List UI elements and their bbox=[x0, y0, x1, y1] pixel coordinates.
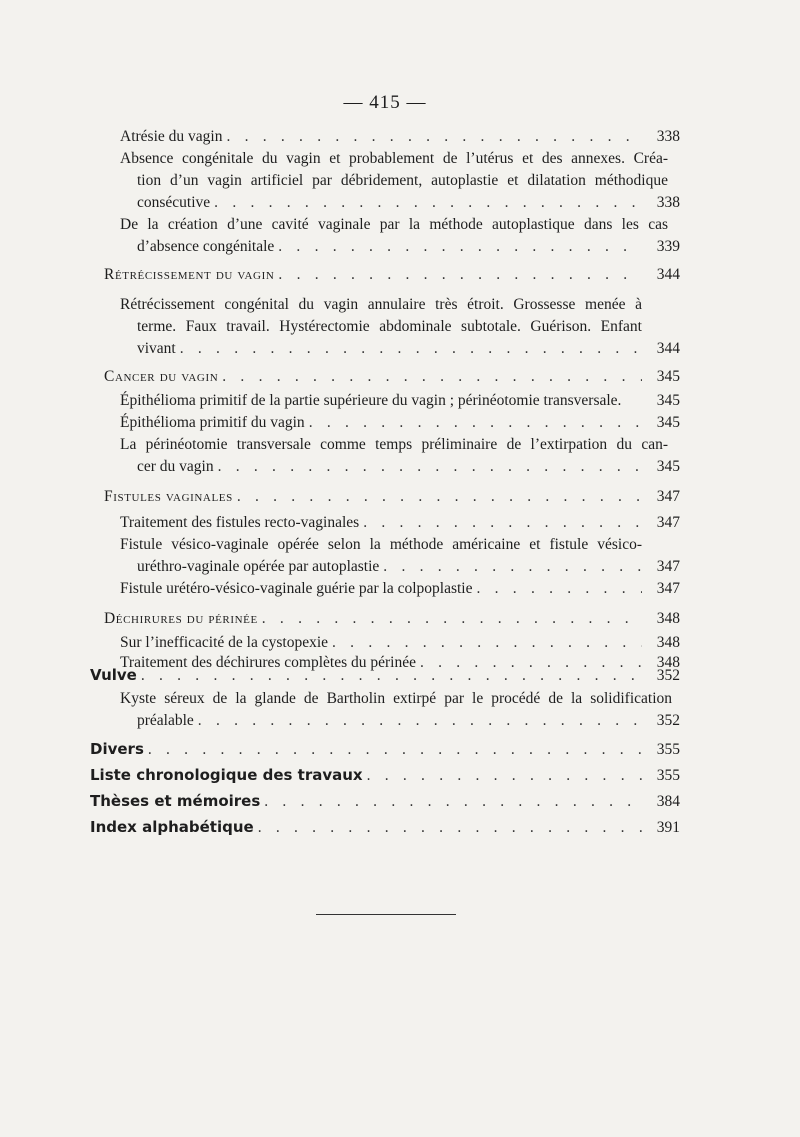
page-ref: 347 bbox=[656, 580, 680, 597]
toc-entry-absence-line2: tion d’un vagin artificiel par débridement, autoplastie et dilatation méthodique bbox=[137, 172, 668, 189]
section-heading-vulve: Vulve . . . 352 bbox=[90, 664, 680, 687]
page-ref: 347 bbox=[656, 558, 680, 575]
page-ref: 348 bbox=[656, 610, 680, 627]
page-ref: 345 bbox=[656, 368, 680, 385]
page-ref: 347 bbox=[656, 514, 680, 531]
toc-entry-creation-line1: De la création d’une cavité vaginale par la méthode autoplastique dans les cas bbox=[120, 216, 668, 233]
toc-entry-perineotomie-line1: La périnéotomie transversale comme temps préliminaire de l’extirpation du can- bbox=[120, 436, 668, 453]
page-ref: 348 bbox=[656, 654, 680, 671]
section-heading-retrecissement: Rétrécissement du vagin . . . 344 bbox=[104, 264, 680, 286]
toc-entry-epithelioma: Épithélioma primitif du vagin . . . 345 bbox=[120, 412, 680, 434]
toc-entry-traitement-dechirures: Traitement des déchirures complètes du périnée . . . 348 bbox=[120, 652, 680, 674]
section-heading-divers: Divers . . . 355 bbox=[90, 738, 680, 761]
page-ref: 339 bbox=[656, 238, 680, 255]
toc-entry-epithelioma-superieure: Épithélioma primitif de la partie supérieure du vagin ; périnéotomie transversale. 345 bbox=[120, 390, 680, 412]
closing-rule bbox=[316, 914, 456, 915]
toc-entry-creation: d’absence congénitale . . . 339 bbox=[137, 236, 680, 258]
page-ref: 352 bbox=[656, 712, 680, 729]
toc-entry-retrecissement-line1: Rétrécissement congénital du vagin annulaire très étroit. Grossesse menée à bbox=[120, 296, 642, 313]
page-ref: 344 bbox=[656, 266, 680, 283]
toc-entry-fistule-vesico-line1: Fistule vésico-vaginale opérée selon la méthode américaine et fistule vésico- bbox=[120, 536, 642, 553]
page-ref: 345 bbox=[656, 414, 680, 431]
section-heading-liste-chronologique: Liste chronologique des travaux . . . 355 bbox=[90, 764, 680, 787]
page-ref: 355 bbox=[656, 767, 680, 784]
toc-entry-absence-line1: Absence congénitale du vagin et probablement de l’utérus et des annexes. Créa- bbox=[120, 150, 668, 167]
toc-entry-atresie: Atrésie du vagin . . . 338 bbox=[120, 126, 680, 148]
page-ref: 352 bbox=[656, 667, 680, 684]
page-ref: 345 bbox=[656, 392, 680, 409]
toc-entry-cystopexie: Sur l’inefficacité de la cystopexie . . . 348 bbox=[120, 632, 680, 654]
section-heading-cancer: Cancer du vagin . . . 345 bbox=[104, 366, 680, 388]
section-heading-fistules: Fistules vaginales . . . 347 bbox=[104, 486, 680, 508]
page-ref: 384 bbox=[656, 793, 680, 810]
toc-entry-retrecissement-line2: terme. Faux travail. Hystérectomie abdominale subtotale. Guérison. Enfant bbox=[137, 318, 642, 335]
section-heading-theses: Thèses et mémoires . . . 384 bbox=[90, 790, 680, 813]
section-heading-index: Index alphabétique . . . 391 bbox=[90, 816, 680, 839]
toc-entry-retrecissement: vivant . . . 344 bbox=[137, 338, 680, 360]
page-ref: 345 bbox=[656, 458, 680, 475]
page-ref: 344 bbox=[656, 340, 680, 357]
toc-entry-kyste: préalable . . . 352 bbox=[137, 710, 680, 732]
page-number: — 415 — bbox=[343, 92, 427, 113]
section-heading-dechirures: Déchirures du périnée . . . 348 bbox=[104, 608, 680, 630]
page-ref: 338 bbox=[656, 194, 680, 211]
toc-entry-absence: consécutive . . . 338 bbox=[137, 192, 680, 214]
page-ref: 391 bbox=[656, 819, 680, 836]
page-ref: 338 bbox=[656, 128, 680, 145]
toc-entry-fistule-vesico: uréthro-vaginale opérée par autoplastie . . . 347 bbox=[137, 556, 680, 578]
toc-entry-kyste-line1: Kyste séreux de la glande de Bartholin extirpé par le procédé de la solidification bbox=[120, 690, 672, 707]
toc-entry-traitement-fistules: Traitement des fistules recto-vaginales . . . 347 bbox=[120, 512, 680, 534]
toc-entry-perineotomie: cer du vagin . . . 345 bbox=[137, 456, 680, 478]
page-ref: 348 bbox=[656, 634, 680, 651]
toc-entry-fistule-uretero: Fistule urétéro-vésico-vaginale guérie par la colpoplastie . . . 347 bbox=[120, 578, 680, 600]
page-ref: 355 bbox=[656, 741, 680, 758]
page-ref: 347 bbox=[656, 488, 680, 505]
